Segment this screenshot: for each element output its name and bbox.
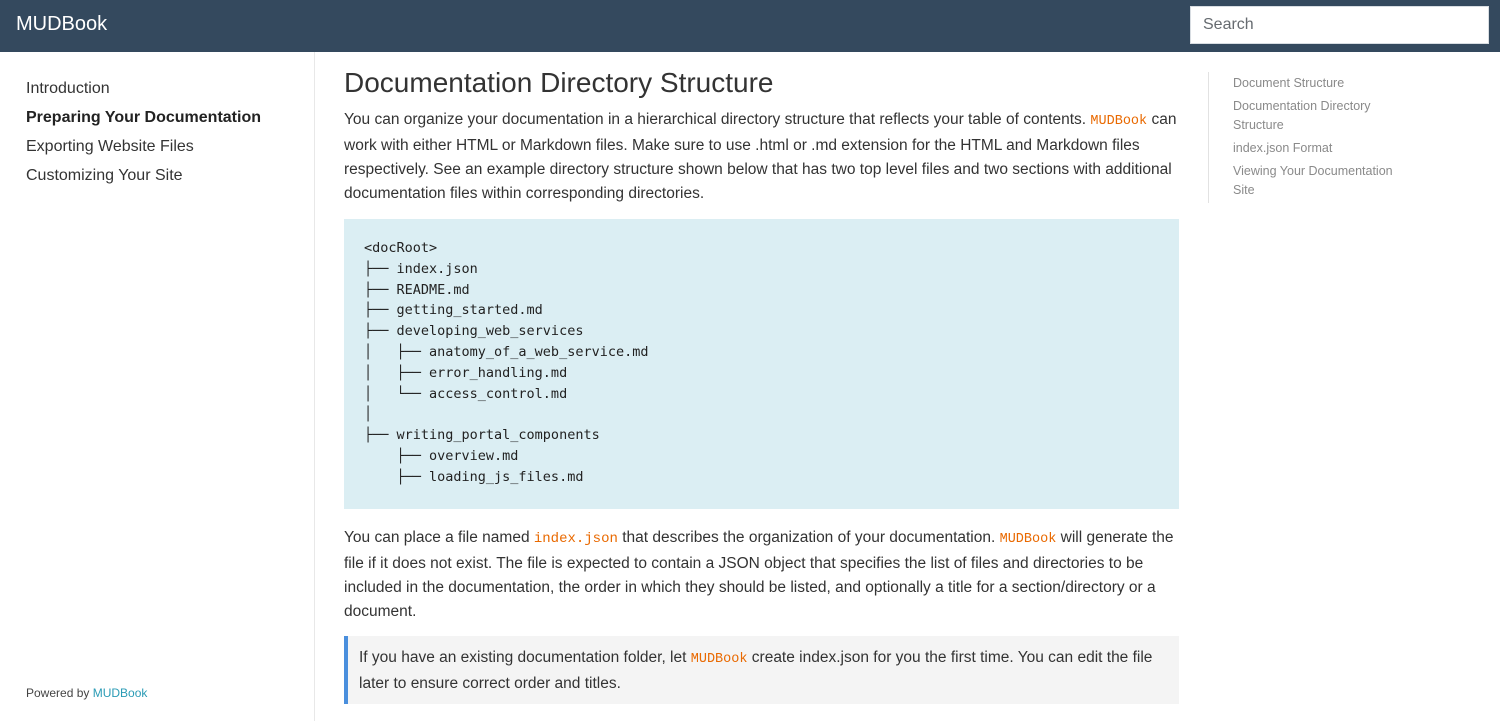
callout-text-start: If you have an existing documentation folder, let — [359, 649, 687, 666]
code-line: │ ├── error_handling.md — [364, 364, 568, 381]
powered-by-link[interactable]: MUDBook — [92, 686, 148, 700]
brand-inline-name: MUDBook — [690, 652, 748, 667]
inline-code-index-json: index.json — [533, 531, 618, 547]
intro-text-end: can work with either HTML or Markdown files. Make sure to use .html or .md extension for the HTML and Markdown files respectively. See an example directory structure shown below that has two top level files and two sections with additional documentation files within corresponding directories. — [344, 111, 1177, 202]
code-line: ├── getting_started.md — [364, 302, 543, 319]
directory-tree — [364, 238, 1159, 488]
code-line: ├── overview.md — [364, 447, 519, 464]
powered-by — [26, 686, 147, 700]
toc-item-document-structure[interactable]: Document Structure — [1233, 76, 1345, 90]
sidebar-item-preparing-your-documentation[interactable]: Preparing Your Documentation — [26, 109, 261, 126]
powered-by-text: Powered by — [26, 686, 90, 700]
brand-inline-name: MUDBook — [1090, 114, 1148, 129]
code-line: │ ├── anatomy_of_a_web_service.md — [364, 343, 649, 360]
code-line: │ — [364, 406, 373, 423]
top-navbar — [0, 0, 1500, 52]
code-line: ├── writing_portal_components — [364, 427, 600, 444]
toc-item-index-json-format[interactable]: index.json Format — [1233, 141, 1333, 155]
code-line: <docRoot> — [364, 240, 438, 256]
toc-item-documentation-directory-structure[interactable]: Documentation Directory Structure — [1233, 99, 1371, 132]
index-json-paragraph — [344, 526, 1179, 624]
sidebar-item-customizing-your-site[interactable]: Customizing Your Site — [26, 167, 183, 184]
code-line: ├── developing_web_services — [364, 323, 584, 340]
callout-text-end: create index.json for you the first time. You can edit the file later to ensure correct order and titles. — [359, 649, 1153, 692]
sidebar-item-exporting-website-files[interactable]: Exporting Website Files — [26, 138, 194, 155]
code-line: ├── README.md — [364, 281, 470, 298]
intro-paragraph — [344, 108, 1179, 206]
index-text-end: will generate the file if it does not exist. The file is expected to contain a JSON object that specifies the list of files and directories to be included in the documentation, the order in which they should be listed, and optionally a title for a section/directory or a document. — [344, 529, 1174, 620]
index-text-middle: that describes the organization of your documentation. — [622, 529, 996, 546]
toc-item-viewing-your-documentation-site[interactable]: Viewing Your Documentation Site — [1233, 164, 1393, 197]
code-line: ├── index.json — [364, 260, 478, 277]
directory-code-block — [344, 219, 1179, 509]
brand-logo-link[interactable]: MUDBook — [16, 13, 108, 35]
page-title: Documentation Directory Structure — [344, 67, 774, 98]
table-of-contents — [1208, 72, 1408, 203]
search-input[interactable] — [1191, 7, 1488, 43]
brand-inline-name: MUDBook — [999, 532, 1057, 547]
intro-text-start: You can organize your documentation in a hierarchical directory structure that reflects your table of contents. — [344, 111, 1087, 128]
tip-callout — [344, 636, 1179, 704]
code-line: ├── loading_js_files.md — [364, 468, 584, 485]
code-line: │ └── access_control.md — [364, 385, 568, 402]
sidebar — [0, 52, 315, 721]
sidebar-item-introduction[interactable]: Introduction — [26, 80, 110, 97]
index-text-start: You can place a file named — [344, 529, 530, 546]
search-box[interactable] — [1190, 6, 1489, 44]
